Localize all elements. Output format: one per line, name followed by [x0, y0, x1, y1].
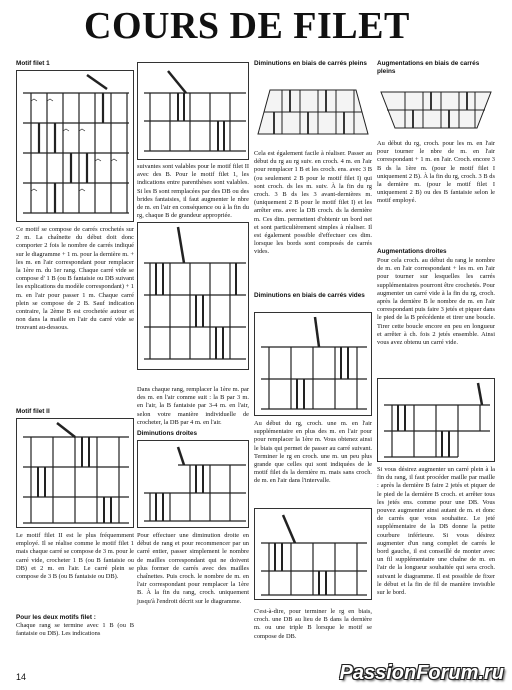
heading-aug-droites: Augmentations droites — [377, 248, 447, 255]
heading-dim-biais-pleins: Diminutions en biais de carrés pleins — [254, 60, 367, 67]
illustration-grid-2 — [137, 62, 249, 160]
illustration-diminutions-droites — [137, 440, 249, 528]
illustration-motif-filet-1 — [16, 70, 134, 222]
text-aug-biais-pleins: Au début du rg, croch. pour les m. en l'air pour tourner le nbre de m. en l'air correspondant + 1 m. en l'air. Croch. encore 3 B ds la 1ère m. (pour le motif filet I uniquement 2 B). À la fin du rg, croch. 3 B ds la dernière m. (pour le motif filet I uniquement 2 B) ou des B fantaisie selon le motif employé. — [377, 140, 495, 205]
hook-icon — [178, 227, 184, 263]
heading-diminutions-droites: Diminutions droites — [137, 430, 198, 437]
text-diminutions-droites: Pour effectuer une diminution droite en début de rang et pour recommencer par un carré entier, passer simplement le nombre de mailles correspondant qui ne doivent plus former de carrés avec des mailles chaînettes. Puis croch. le nombre de m. en l'air correspondant pour remplacer la 1ère B. À la fin du rang, croch. uniquement jusqu'à l'endroit décrit sur le diagramme. — [137, 532, 249, 605]
text-motif-filet-2: Le motif filet II est le plus fréquemment employé. Il se réalise comme le motif filet 1 mais chaque carré se compose de 3 m. pour le carré vide, crocheter 1 B (ou B fantaisie ou DB) et 2 m. en l'air. Le carré plein se compose de 3 B (ou B fantaisie ou DB). — [16, 532, 134, 581]
hook-icon — [57, 423, 75, 437]
illustration-aug-droites — [377, 378, 495, 462]
text-dim-biais-fin: C'est-à-dire, pour terminer le rg en biais, croch. une DB au lieu de B dans la dernière m. ou une triple B lorsque le motif se compose de DB. — [254, 608, 372, 640]
text-aug-carre-plein: Si vous désirez augmenter un carré plein à la fin du rang, il faut procéder maille par maille : après la dernière B faire 2 jetés et piquer de le pied de la dernière B croch. et arrêter tous les jetés ens. comme pour une DB. Vous pouvez augmenter ainsi autant de m. et donc de carrés que vous souhaitez. Le jeté supplémentaire de la DB donne la petite courbure inférieure. Si vous désirez augmenter d'un rang complet de carrés le bord gauche, il est conseillé de monter avec un fil supplémentaire une chaîne de m. en l'air de la longueur souhaitée qui sera croch. suivant le diagramme. Il est possible de fixer le début et la fin de fil de manière invisible sur le bord. — [377, 466, 495, 597]
text-dim-biais-vides: Au début du rg, croch. une m. en l'air supplémentaire en plus des m. en l'air pour pour remplacer la 1ère m. Vous obtenez ainsi le biais qui permet de passer au carré suivant. Terminer le rg en croch. une m. un peu plus grande que celles qui sont indiquées de le motif filet ds la dernière m. mais sans croch. de m. en l'air dans l'intervalle. — [254, 420, 372, 485]
illustration-aug-biais-pleins — [377, 88, 495, 132]
text-aug-droites: Pour cela croch. au début du rang le nombre de m. en l'air correspondant + les m. en l'air pour tourner sur lesquelles les carrés supplémentaires pourront être crochetés. Pour augmenter un carré vide à la fin du rg, croch. après la dernière B le nombre de m. en l'air correspondant puis faire 3 jetés et piquer dans le pied de la B précédente et tirer une boucle. Tirer cette boucle encore en peu en longueur et arrêter à ch. fois 2 jetés ensemble. Ainsi vous avez obtenu un carré vide. — [377, 257, 495, 347]
page-title: COURS DE FILET — [84, 5, 410, 47]
hook-icon — [478, 383, 482, 405]
hook-icon — [283, 515, 295, 543]
text-col2-rang: Dans chaque rang, remplacer la 1ère m. par des m. en l'air comme suit : la B par 3 m. en l'air, la B fantaisie par 3-4 m. en l'air, selon votre manière individuelle de crocheter, la DB par 4 m. en l'air. — [137, 386, 249, 426]
illustration-motif-filet-2 — [16, 418, 134, 528]
hook-icon — [87, 75, 107, 89]
heading-aug-biais-pleins: Augmentations en biais de carrés pleins — [377, 60, 480, 75]
text-deux-motifs: Chaque rang se termine avec 1 B (ou B fantaisie ou DB). Les indications — [16, 622, 134, 638]
illustration-dim-biais-vides — [254, 312, 372, 416]
hook-icon — [178, 447, 184, 465]
illustration-dim-biais-vides-2 — [254, 508, 372, 600]
heading-deux-motifs: Pour les deux motifs filet : — [16, 614, 96, 621]
illustration-dim-biais-pleins — [254, 82, 372, 140]
text-dim-biais-pleins: Cela est également facile à réaliser. Passer au début du rg au rg suiv. en croch. 4 m. en l'air pour remplacer 1 B et les croch. ens. avec 3 B (ou seulement 2 B pour le motif filet I) qui sont croch. ds les m. suiv. À la fin du rg croch. 3 B ds les 3 avant-dernières m. (uniquement 2 B pour le motif filet I) et les arrêter ens. avec la DB croch. ds la dernière m. Ces dim. permettent d'obtenir un bord net et sont particulièrement simples à réaliser. Il est également possible d'effectuer ces dim. lorsque les bords sont composés de carrés vides. — [254, 150, 372, 256]
heading-motif-filet-1: Motif filet 1 — [16, 60, 50, 67]
heading-motif-filet-2: Motif filet II — [16, 408, 50, 415]
crochet-grid-diagram — [17, 71, 135, 223]
illustration-grid-3 — [137, 222, 249, 370]
heading-dim-biais-vides: Diminutions en biais de carrés vides — [254, 292, 365, 299]
hook-icon — [168, 71, 186, 93]
hook-icon — [315, 317, 319, 347]
watermark: PassionForum.ru — [339, 662, 504, 684]
text-motif-filet-1: Ce motif se compose de carrés crochetés sur 2 m. La chaînette du début doit donc comporter 2 fois le nombre de carrés indiqué sur le diagramme + 1 m. pour la dernière m. + les m. en l'air correspondant pour remplacer la 1ère m. du 1er rang. Chaque carré vide se compose d' 1 B (ou B fantaisie ou DB suivant les explications du modèle correspondant) + 1 m. en l'air pour passer 1 m. Chaque carré plein se compose de 2 B. Sauf indication contraire, la 2ème B est crochetée autour et non dans la maille en l'air du carré vide se trouvant au-dessous. — [16, 226, 134, 332]
text-col2-intro: suivantes sont valables pour le motif filet II avec des B. Pour le motif filet 1, les indications entre parenthèses sont valables. Si les B sont remplacées par des DB ou des brides fantaisies, il faut augmenter le nbre de m. en l'air en conséquence ou à la fin du rg, chaque B de grandeur appropriée. — [137, 163, 249, 220]
page-number: 14 — [16, 672, 27, 682]
